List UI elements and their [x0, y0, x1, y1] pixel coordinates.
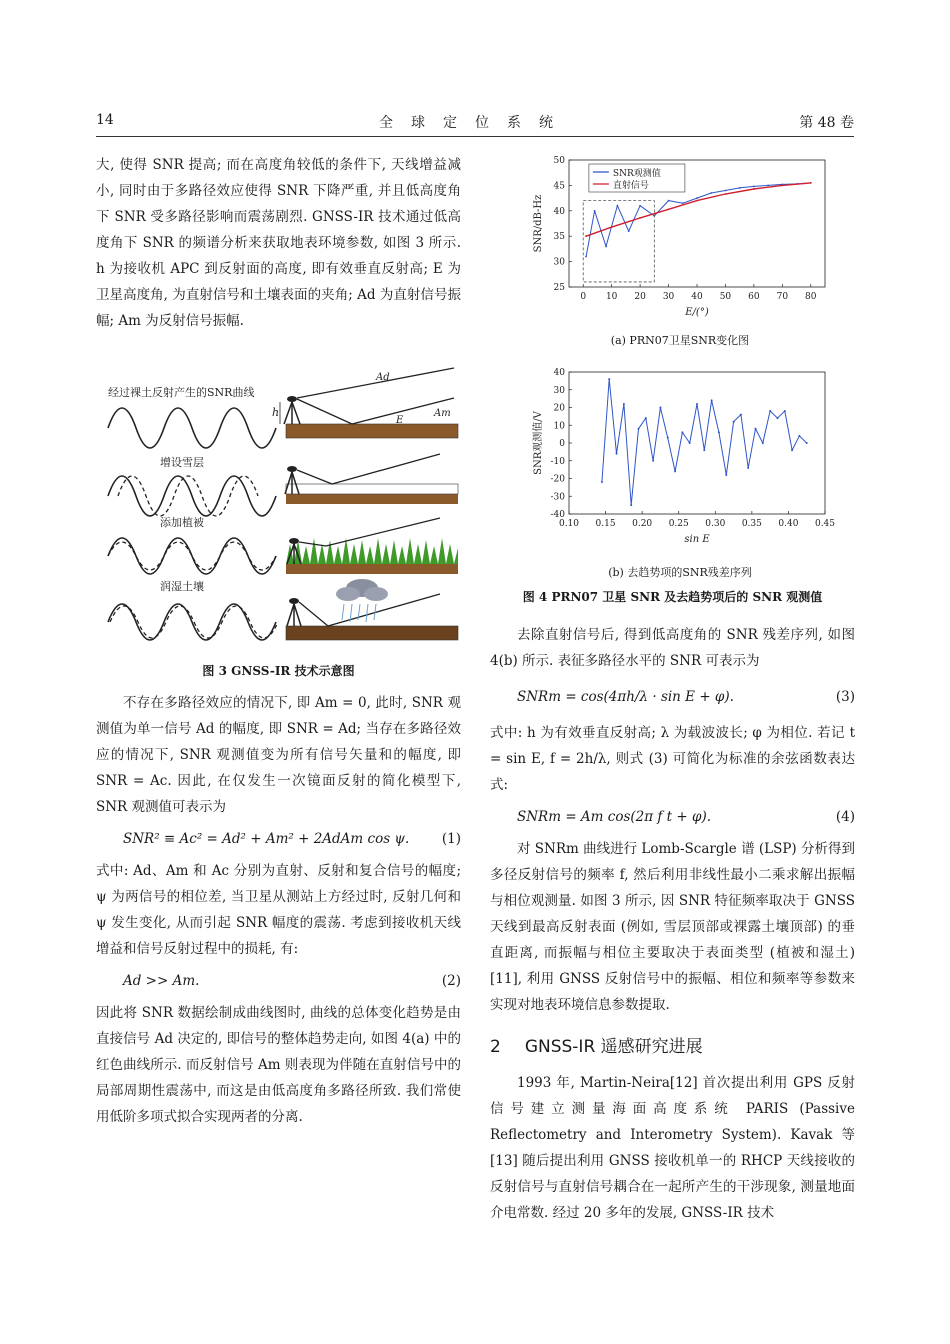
fig4a-subcaption: (a) PRN07卫星SNR变化图 — [610, 334, 750, 347]
sine-bare-soil — [108, 408, 276, 448]
equation-4 — [490, 802, 855, 832]
x-tick-label: 50 — [719, 292, 732, 302]
y-tick-label: 40 — [553, 368, 565, 378]
data-point-snr-residual — [645, 417, 647, 419]
y-tick-label: 30 — [553, 257, 565, 268]
page-number: 14 — [96, 112, 114, 128]
data-point-snr-residual — [740, 414, 742, 416]
plot-frame — [569, 372, 825, 514]
x-tick-label: 0.40 — [778, 519, 799, 529]
y-tick-label: 25 — [553, 283, 565, 293]
y-tick-label: 35 — [553, 232, 565, 243]
data-point-snr-observed — [696, 197, 698, 199]
data-point-snr-observed — [605, 245, 607, 247]
data-point-snr-observed — [767, 185, 769, 187]
equation-3-number: (3) — [835, 689, 855, 705]
data-point-snr-observed — [585, 256, 587, 258]
x-tick-label: 20 — [634, 292, 646, 302]
data-point-snr-residual — [703, 449, 705, 451]
fig4a-chart — [525, 152, 835, 318]
data-point-direct-signal — [639, 217, 641, 219]
data-point-snr-residual — [601, 481, 603, 483]
volume-label: 第 48 卷 — [799, 115, 854, 131]
series-line-snr-observed — [586, 183, 811, 257]
scene-snow — [285, 454, 458, 504]
y-axis-label: SNR观测值/V — [533, 411, 544, 475]
paragraph: 式中: Ad、Am 和 Ac 分别为直射、反射和复合信号的幅度; ψ 为两信号的相位差, 当卫星从测站上方经过时, 反射几何和 ψ 发生变化, 从而引起 SNR 幅度的震荡. 考虑到接收机天线增益和信号反射过程中的损耗, 有: — [96, 863, 461, 957]
y-tick-label: -30 — [550, 492, 565, 503]
data-point-snr-residual — [681, 431, 683, 433]
x-tick-label: 0.20 — [632, 519, 653, 529]
paragraph: 去除直射信号后, 得到低高度角的 SNR 残差序列, 如图 4(b) 所示. 表征多路径水平的 SNR 可表示为 — [490, 627, 855, 669]
x-tick-label: 0.45 — [814, 519, 836, 529]
data-point-direct-signal — [753, 188, 755, 190]
x-tick-label: 70 — [776, 292, 789, 302]
data-point-direct-signal — [585, 235, 587, 237]
page-header — [96, 108, 854, 137]
sine-snow-dashed — [118, 476, 258, 516]
fig3-ad-label: Ad — [376, 372, 390, 383]
data-point-snr-residual — [616, 453, 618, 455]
x-tick-label: 0.30 — [705, 519, 726, 529]
equation-2-number: (2) — [441, 973, 461, 989]
x-tick-label: 40 — [691, 292, 703, 302]
y-tick-label: 0 — [559, 439, 565, 449]
paragraph: 因此将 SNR 数据绘制成曲线图时, 曲线的总体变化趋势是由直接信号 Ad 决定的, 即信号的整体趋势走向, 如图 4(a) 中的红色曲线所示. 而反射信号 Am 则表现为伴随在直射信号中的局部周期性震荡中, 而这是由低高度角多路径所致. 我们常使用低阶多项式拟合实现两者的分离. — [96, 1005, 461, 1125]
data-point-snr-residual — [689, 442, 691, 444]
y-tick-label: -10 — [550, 456, 565, 467]
data-point-snr-observed — [628, 230, 630, 232]
x-axis-label: sin E — [684, 534, 710, 545]
left-column-top — [96, 152, 461, 334]
data-point-snr-residual — [630, 504, 632, 506]
x-tick-label: 30 — [662, 292, 675, 302]
data-point-snr-residual — [776, 417, 778, 419]
data-point-snr-residual — [674, 470, 676, 472]
data-point-snr-observed — [594, 210, 596, 212]
data-point-snr-residual — [608, 378, 610, 380]
paragraph: 1993 年, Martin-Neira[12] 首次提出利用 GPS 反射信号建立测量海面高度系统 PARIS (Passive Reflectometry and Interometry System). Kavak 等 [13] 随后提出利用 GNSS 接收机单一的 RHCP 天线接收的反射信号与直射信号耦合在一起所产生的干涉现象, 测量地面介电常数. 经过 20 多年的发展, GNSS-IR 技术 — [490, 1075, 855, 1221]
fig3-label-snow: 增设雪层 — [160, 456, 204, 469]
data-point-snr-residual — [755, 428, 757, 430]
x-tick-label: 60 — [748, 292, 760, 302]
data-point-snr-observed — [668, 200, 670, 202]
data-point-snr-residual — [623, 403, 625, 405]
paragraph: 式中: h 为有效垂直反射高; λ 为载波波长; φ 为相位. 若记 t = sin E, f = 2h/λ, 则式 (3) 可简化为标准的余弦函数表达式: — [490, 725, 855, 793]
paragraph: 大, 使得 SNR 提高; 而在高度角较低的条件下, 天线增益减小, 同时由于多路径效应使得 SNR 下降严重, 并且低高度角下 SNR 受多路径影响而震荡剧烈. GNSS-IR 技术通过低高度角下 SNR 的频谱分析来获取地表环境参数, 如图 3 所示. h 为接收机 APC 到反射面的高度, 即有效垂直反射高; E 为卫星高度角, 为直射信号和土壤表面的夹角; Ad 为直射信号振幅; Am 为反射信号振幅. — [96, 157, 461, 329]
x-tick-label: 0.15 — [595, 519, 616, 529]
figure-3 — [100, 368, 465, 668]
fig4-caption: 图 4 PRN07 卫星 SNR 及去趋势项后的 SNR 观测值 — [522, 590, 823, 604]
data-point-direct-signal — [725, 193, 727, 195]
data-point-direct-signal — [781, 185, 783, 187]
y-tick-label: -20 — [550, 474, 565, 485]
data-point-snr-residual — [711, 399, 713, 401]
x-tick-label: 0.25 — [668, 519, 689, 529]
series-line-snr-residual — [602, 379, 807, 505]
sine-snow — [108, 476, 276, 516]
data-point-snr-residual — [637, 428, 639, 430]
y-tick-label: 30 — [553, 385, 565, 396]
x-tick-label: 0.35 — [741, 519, 762, 529]
data-point-snr-residual — [659, 407, 661, 409]
legend-label-observed: SNR观测值 — [612, 169, 661, 179]
data-point-snr-observed — [739, 187, 741, 189]
journal-title: 全球定位系统 — [379, 115, 571, 131]
data-point-snr-residual — [652, 460, 654, 462]
equation-1 — [96, 824, 461, 854]
y-tick-label: 10 — [553, 421, 565, 432]
fig3-caption: 图 3 GNSS-IR 技术示意图 — [202, 664, 355, 678]
data-point-snr-observed — [682, 202, 684, 204]
data-point-direct-signal — [810, 182, 812, 184]
equation-4-number: (4) — [835, 809, 855, 825]
data-point-direct-signal — [668, 208, 670, 210]
data-point-snr-residual — [696, 403, 698, 405]
equation-2-body: Ad >> Am. — [123, 973, 200, 989]
data-point-snr-residual — [747, 467, 749, 469]
fig3-label-wet-soil: 润湿土壤 — [160, 580, 204, 593]
data-point-snr-observed — [725, 190, 727, 192]
scene-bare-soil — [272, 368, 458, 438]
section-number: 2 — [490, 1037, 501, 1057]
fig3-label-vegetation: 添加植被 — [160, 516, 204, 529]
data-point-snr-observed — [616, 205, 618, 207]
data-point-direct-signal — [696, 200, 698, 202]
fig3-h-label: h — [272, 406, 280, 419]
x-axis-label: E/(°) — [685, 307, 709, 318]
scene-wet-soil — [286, 579, 458, 640]
x-tick-label: 80 — [805, 292, 817, 302]
fig4b-chart — [525, 364, 835, 544]
equation-4-body: SNRm = Am cos(2π f t + φ). — [517, 809, 712, 825]
data-point-snr-observed — [710, 192, 712, 194]
paragraph: 不存在多路径效应的情况下, 即 Am = 0, 此时, SNR 观测值为单一信号 Ad 的幅度, 即 SNR = Ad; 当存在多路径效应的情况下, SNR 观测值变为所有信号矢量和的幅度, 即 SNR = Ac. 因此, 在仅发生一次镜面反射的简化模型下, SNR 观测值可表示为 — [96, 695, 461, 815]
x-tick-label: 0 — [580, 292, 587, 302]
y-tick-label: 40 — [553, 206, 565, 217]
y-axis-label: SNR/dB-Hz — [533, 194, 544, 253]
x-tick-label: 0.10 — [558, 519, 580, 529]
equation-3-body: SNRm = cos(4πh/λ · sin E + φ). — [517, 689, 734, 705]
y-tick-label: -40 — [550, 510, 565, 520]
scene-vegetation — [286, 518, 458, 574]
data-point-snr-residual — [806, 442, 808, 444]
data-point-snr-residual — [791, 449, 793, 451]
data-point-snr-residual — [762, 442, 764, 444]
equation-2 — [96, 966, 461, 996]
fig4b-subcaption: (b) 去趋势项的SNR残差序列 — [608, 566, 752, 579]
equation-3 — [490, 682, 855, 712]
x-tick-label: 10 — [605, 292, 618, 302]
sine-vegetation — [108, 538, 276, 574]
data-point-snr-residual — [784, 410, 786, 412]
left-column-bottom — [96, 690, 461, 1130]
data-point-snr-residual — [733, 421, 735, 423]
fig3-am-label: Am — [434, 408, 451, 419]
section-title: GNSS-IR 遥感研究进展 — [524, 1037, 703, 1057]
data-point-snr-residual — [798, 435, 800, 437]
data-point-snr-residual — [769, 410, 771, 412]
y-tick-label: 50 — [553, 156, 565, 166]
y-tick-label: 45 — [553, 181, 565, 192]
data-point-snr-residual — [718, 431, 720, 433]
right-column — [490, 622, 855, 1226]
section-heading — [490, 1034, 855, 1060]
equation-1-number: (1) — [441, 831, 461, 847]
equation-1-body: SNR² ≡ Ac² = Ad² + Am² + 2AdAm cos ψ. — [123, 831, 410, 847]
y-tick-label: 20 — [553, 403, 565, 414]
data-point-direct-signal — [611, 226, 613, 228]
data-point-snr-observed — [639, 205, 641, 207]
fig3-e-label: E — [396, 415, 404, 426]
sine-wet-soil — [108, 604, 276, 640]
data-point-snr-observed — [753, 186, 755, 188]
fig3-label-bare-soil: 经过裸土反射产生的SNR曲线 — [108, 386, 255, 399]
data-point-snr-residual — [667, 437, 669, 439]
legend-label-direct: 直射信号 — [612, 181, 649, 191]
paragraph: 对 SNRm 曲线进行 Lomb-Scargle 谱 (LSP) 分析得到多径反射信号的频率 f, 然后利用非线性最小二乘求解出振幅与相位观测量. 如图 3 所示, 因 SNR 特征频率取决于 GNSS 天线到最高反射表面 (例如, 雪层顶部或裸露土壤顶部) 的垂直距离, 而振幅与相位主要取决于表面类型 (植被和湿土)[11], 利用 GNSS 反射信号中的振幅、相位和频率等参数来实现对地表环境信息参数提取. — [490, 841, 855, 1013]
data-point-snr-residual — [725, 474, 727, 476]
